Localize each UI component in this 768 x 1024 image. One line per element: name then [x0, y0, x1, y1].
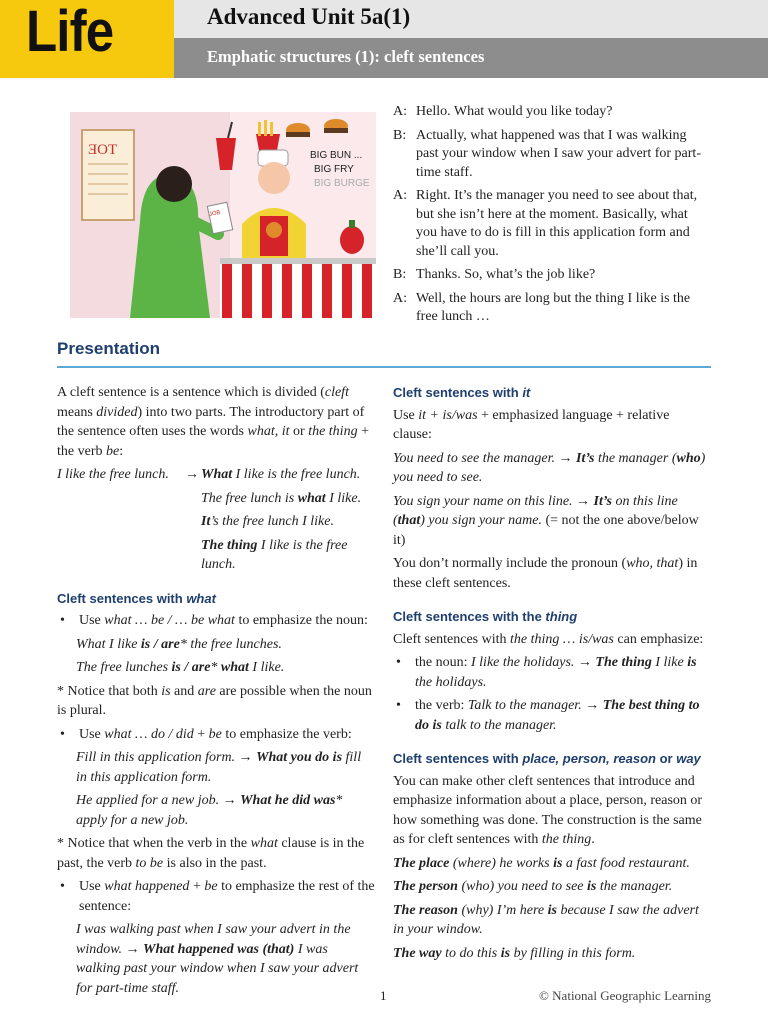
dialogue-line: A: Well, the hours are long but the thing I like is the free lunch … — [393, 290, 691, 324]
copyright: © National Geographic Learning — [539, 988, 711, 1003]
example: The free lunches is / are* what I like. — [76, 660, 285, 675]
what-section-heading: Cleft sentences with what — [57, 590, 216, 606]
right-column — [393, 383, 711, 967]
note: You don’t normally include the pronoun (who, that) in these cleft sentences. — [393, 556, 698, 591]
life-logo: Life — [0, 0, 174, 78]
dialogue-line: A: Right. It’s the manager you need to see about that, but she isn’t here at the moment. Basically, what you have to do is fill in this application form and she’ll call you. — [393, 188, 698, 259]
unit-title: Advanced Unit 5a(1) — [207, 4, 411, 29]
svg-text:BIG FRY: BIG FRY — [314, 164, 354, 175]
section-divider — [57, 366, 711, 368]
list-item: • Use what … do / did + be to emphasize the verb: — [60, 726, 352, 742]
intro-examples: I like the free lunch. → What I like is the free lunch. The free lunch is what I like. It’s the free lunch I like. The thing I like is the free lunch. — [57, 467, 362, 572]
example: He applied for a new job. → What he did was* apply for a new job. — [76, 793, 343, 828]
svg-text:BIG BUN ...: BIG BUN ... — [310, 150, 363, 161]
unit-subtitle: Emphatic structures (1): cleft sentences — [207, 47, 485, 66]
thing-section-heading: Cleft sentences with the thing — [393, 609, 578, 624]
example: The reason (why) I’m here is because I saw the advert in your window. — [393, 902, 699, 937]
example: The place (where) he works is a fast food restaurant. — [393, 855, 690, 871]
list-item: • Use what happened + be to emphasize the rest of the sentence: — [60, 879, 375, 914]
dialogue-line: A: Hello. What would you like today? — [393, 104, 613, 119]
example: The way to do this is by filling in this form. — [393, 945, 636, 961]
svg-text:JOB: JOB — [208, 209, 222, 219]
example: The person (who) you need to see is the manager. — [393, 879, 673, 894]
pepper-icon — [340, 226, 364, 254]
list-item: • Use what … be / … be what to emphasize the noun: — [60, 613, 368, 628]
dialogue — [393, 103, 708, 332]
example: You sign your name on this line. → It’s on this line (that) you sign your name. (= not the one above/below it) — [393, 493, 699, 548]
example: You need to see the manager. → It’s the manager (who) you need to see. — [393, 450, 706, 485]
paragraph: Use it + is/was + emphasized language + relative clause: — [393, 407, 670, 442]
svg-text:BIG BURGE: BIG BURGE — [314, 178, 370, 189]
unit-title-bar — [174, 0, 768, 38]
fast-food-illustration — [70, 112, 376, 318]
page-number: 1 — [380, 988, 387, 1003]
note: * Notice that both is and are are possible when the noun is plural. — [57, 683, 372, 718]
paragraph: Cleft sentences with the thing … is/was can emphasize: — [393, 631, 704, 647]
intro-paragraph: A cleft sentence is a sentence which is divided (cleft means divided) into two parts. The introductory part of the sentence often uses the words what, it or the thing + the verb be: — [57, 385, 369, 459]
example: What I like is / are* the free lunches. — [76, 636, 282, 652]
it-section-heading: Cleft sentences with it — [393, 385, 531, 400]
subtitle-bar — [174, 38, 768, 78]
dialogue-line: B: Thanks. So, what’s the job like? — [393, 267, 596, 282]
presentation-heading: Presentation — [57, 339, 160, 358]
list-item: • the noun: I like the holidays. → The thing I like is the holidays. — [396, 655, 697, 690]
note: * Notice that when the verb in the what clause is in the past, the verb to be is also in the past. — [57, 836, 365, 871]
place-section-heading: Cleft sentences with place, person, reason or way — [393, 751, 701, 766]
dialogue-line: B: Actually, what happened was that I was walking past your window when I saw your advert for part-time staff. — [393, 127, 701, 180]
customer-head — [156, 166, 192, 202]
left-column — [57, 383, 375, 1002]
svg-text:ƎOΤ: ƎOΤ — [88, 142, 118, 158]
list-item: • the verb: Talk to the manager. → The best thing to do is talk to the manager. — [396, 698, 700, 733]
example: Fill in this application form. → What you do is fill in this application form. — [76, 750, 362, 785]
server-face — [258, 162, 290, 194]
paragraph: You can make other cleft sentences that introduce and emphasize information about a place, person, reason or how something was done. The construction is the same as for cleft sentences with the thing. — [393, 773, 703, 847]
example: I was walking past when I saw your advert in the window. → What happened was (that) I was walking past your window when I saw your advert for part-time staff. — [76, 922, 359, 996]
